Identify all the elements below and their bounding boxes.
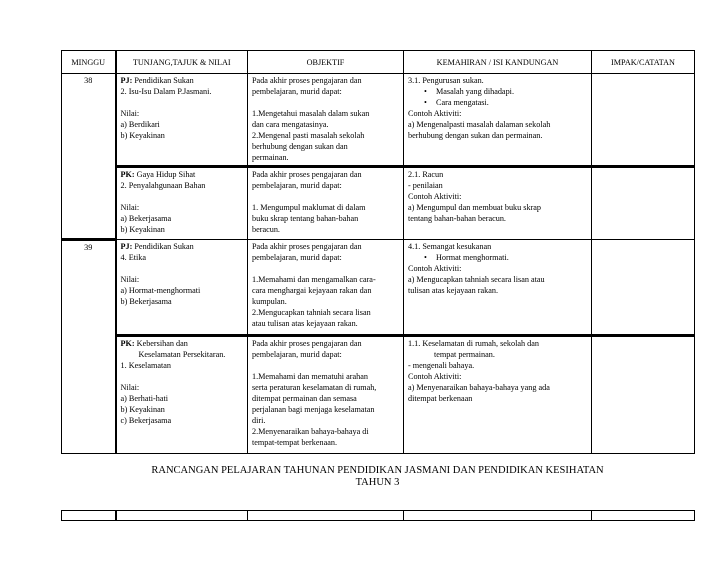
nilai-item: a) Bekerjasama [120,214,172,223]
spacer [252,360,399,371]
tunjang-title-line [121,75,244,86]
kemahiran-line: Contoh Aktiviti: [408,372,462,381]
objektif-line: 1. Mengumpul maklumat di dalam [252,203,366,212]
kemahiran-line: 4.1. Semangat kesukanan [408,242,492,251]
lesson-plan-table [61,50,695,454]
objektif-line: diri. [252,416,266,425]
objektif-intro: Pada akhir proses pengajaran dan [252,76,362,85]
tunjang-title: Pendidikan Sukan [134,76,194,85]
tunjang-title-line [121,241,244,252]
tunjang-prefix: PJ: [120,76,133,85]
kemahiran-bullet-item: • Masalah yang dihadapi. [408,86,587,97]
impak-cell [592,240,695,336]
document-title [61,465,694,489]
objektif-line: atau tulisan atas kejayaan rakan. [252,319,358,328]
nilai-item: b) Keyakinan [120,131,165,140]
kemahiran-line: - mengenali bahaya. [408,361,475,370]
header-row [62,51,695,74]
objektif-line: 1.Memahami dan mengamalkan cara- [252,275,376,284]
objektif-intro: pembelajaran, murid dapat: [252,350,342,359]
impak-cell [592,74,695,167]
tunjang-topic: 2. Isu-Isu Dalam P.Jasmani. [120,87,212,96]
spacer [252,97,399,108]
tunjang-title: Pendidikan Sukan [134,242,194,251]
kemahiran-line: 2.1. Racun [408,170,444,179]
kemahiran-cell [404,336,592,454]
header-impak: IMPAK/CATATAN [592,51,695,74]
nilai-label: Nilai: [120,275,140,284]
objektif-line: 2.Mengucapkan tahniah secara lisan [252,308,371,317]
title-line-1: RANCANGAN PELAJARAN TAHUNAN PENDIDIKAN JASMANI DAN PENDIDIKAN KESIHATAN [151,465,604,476]
kemahiran-line: - penilaian [408,181,443,190]
objektif-line: dan cara mengatasinya. [252,120,329,129]
objektif-intro: Pada akhir proses pengajaran dan [252,242,362,251]
table-row [62,336,695,454]
week-cell: 39 [62,240,116,336]
objektif-line: 1.Memahami dan mematuhi arahan [252,372,368,381]
header-objektif: OBJEKTIF [248,51,404,74]
nilai-item: b) Keyakinan [120,405,165,414]
objektif-cell [248,336,404,454]
objektif-line: perjalanan bagi menjaga keselamatan [252,405,375,414]
nilai-item: b) Keyakinan [120,225,165,234]
kemahiran-line: ditempat berkenaan [408,394,473,403]
kemahiran-line: a) Menyenaraikan bahaya-bahaya yang ada [408,383,550,392]
foot-cell [62,511,116,521]
objektif-line: serta peraturan keselamatan di rumah, [252,383,377,392]
kemahiran-cell [404,74,592,167]
tunjang-title-line [121,169,244,180]
kemahiran-bullet-item: • Hormat menghormati. [408,252,587,263]
header-minggu: MINGGU [62,51,116,74]
kemahiran-line: a) Mengenalpasti masalah dalaman sekolah [408,120,551,129]
kemahiran-cell [404,240,592,336]
tunjang-title: Gaya Hidup Sihat [136,170,196,179]
week-cell [62,336,116,454]
spacer [121,191,244,202]
objektif-line: kumpulan. [252,297,287,306]
objektif-line: buku skrap tentang bahan-bahan [252,214,359,223]
kemahiran-line: 3.1. Pengurusan sukan. [408,76,484,85]
nilai-item: a) Berhati-hati [120,394,169,403]
lesson-plan-body [62,74,695,454]
kemahiran-line: berhubung dengan sukan dan permainan. [408,131,543,140]
next-page-table-header [61,510,695,521]
table-row [62,74,695,167]
tunjang-prefix: PJ: [120,242,133,251]
objektif-line: 2.Mengenal pasti masalah sekolah [252,131,365,140]
header-kemahiran: KEMAHIRAN / ISI KANDUNGAN [404,51,592,74]
objektif-line: cara menghargai kejayaan rakan dan [252,286,372,295]
nilai-item: a) Berdikari [120,120,160,129]
kemahiran-line: a) Mengumpul dan membuat buku skrap [408,203,542,212]
kemahiran-line: tentang bahan-bahan beracun. [408,214,506,223]
nilai-item: c) Bekerjasama [120,416,172,425]
objektif-cell [248,167,404,240]
tunjang-topic: 1. Keselamatan [120,361,171,370]
week-cell: 38 [62,74,116,167]
nilai-item: a) Hormat-menghormati [120,286,201,295]
impak-cell [592,336,695,454]
spacer [252,191,399,202]
objektif-intro: Pada akhir proses pengajaran dan [252,339,362,348]
foot-cell [592,511,695,521]
foot-cell [248,511,404,521]
kemahiran-line: Contoh Aktiviti: [408,264,462,273]
tunjang-cell [116,240,248,336]
spacer [121,97,244,108]
kemahiran-bullet-item: • Cara mengatasi. [408,97,587,108]
tunjang-title-line [121,338,244,349]
table-row [62,240,695,336]
nilai-label: Nilai: [120,203,140,212]
title-line-2: TAHUN 3 [355,477,400,488]
objektif-intro: pembelajaran, murid dapat: [252,87,342,96]
next-page-row [62,511,695,521]
spacer [252,263,399,274]
tunjang-topic: 2. Penyalahgunaan Bahan [120,181,206,190]
tunjang-title: Kebersihan dan [136,339,188,348]
objektif-line: ditempat permainan dan semasa [252,394,357,403]
objektif-intro: Pada akhir proses pengajaran dan [252,170,362,179]
objektif-line: beracun. [252,225,280,234]
nilai-item: b) Bekerjasama [120,297,172,306]
spacer [121,263,244,274]
week-cell [62,167,116,240]
nilai-label: Nilai: [120,109,140,118]
kemahiran-line: tulisan atas kejayaan rakan. [408,286,499,295]
objektif-line: tempat-tempat berkenaan. [252,438,338,447]
objektif-line: 1.Mengetahui masalah dalam sukan [252,109,370,118]
header-tunjang: TUNJANG,TAJUK & NILAI [116,51,248,74]
kemahiran-line: 1.1. Keselamatan di rumah, sekolah dan [408,339,539,348]
tunjang-topic: 4. Etika [120,253,146,262]
objektif-cell [248,74,404,167]
tunjang-title-cont: Keselamatan Persekitaran. [138,350,226,359]
objektif-line: 2.Menyenaraikan bahaya-bahaya di [252,427,369,436]
kemahiran-line: a) Mengucapkan tahniah secara lisan atau [408,275,545,284]
objektif-line: berhubung dengan sukan dan [252,142,348,151]
objektif-cell [248,240,404,336]
nilai-label: Nilai: [120,383,140,392]
kemahiran-line: Contoh Aktiviti: [408,109,462,118]
objektif-intro: pembelajaran, murid dapat: [252,253,342,262]
tunjang-prefix: PK: [120,170,135,179]
spacer [121,371,244,382]
objektif-line: permainan. [252,153,289,162]
kemahiran-line: tempat permainan. [434,350,495,359]
kemahiran-cell [404,167,592,240]
tunjang-cell [116,167,248,240]
tunjang-cell [116,336,248,454]
impak-cell [592,167,695,240]
tunjang-cell [116,74,248,167]
kemahiran-line: Contoh Aktiviti: [408,192,462,201]
foot-cell [404,511,592,521]
tunjang-prefix: PK: [120,339,135,348]
table-row [62,167,695,240]
foot-cell [116,511,248,521]
objektif-intro: pembelajaran, murid dapat: [252,181,342,190]
